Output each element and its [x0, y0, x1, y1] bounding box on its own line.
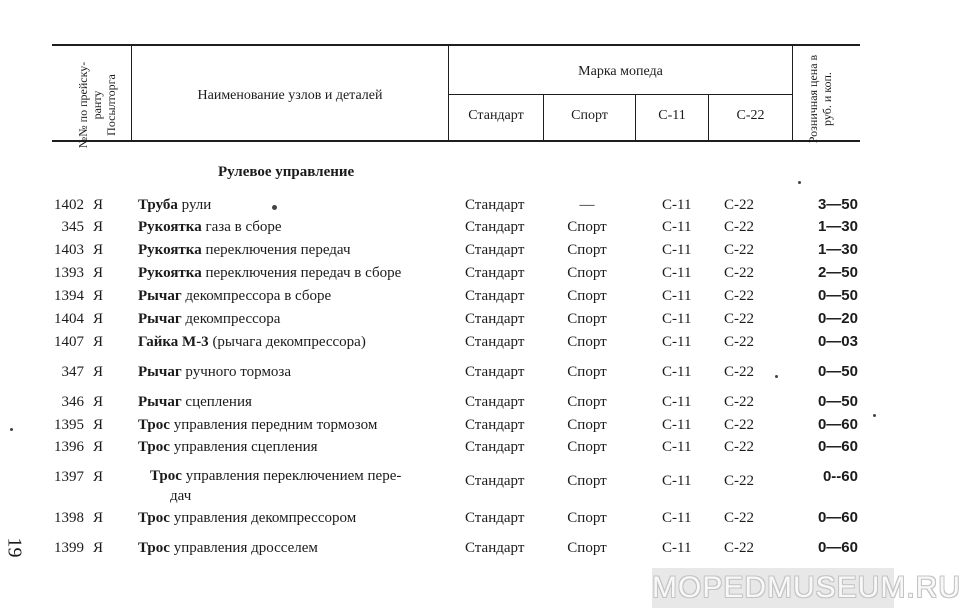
header-brand-standard: Стандарт: [468, 108, 524, 123]
section-title: Рулевое управление: [218, 164, 355, 180]
row-c11: С-11: [662, 334, 692, 350]
row-price: 3—50: [817, 196, 858, 213]
row-name-bold: Трос: [138, 540, 170, 556]
header-bottom-rule: [52, 140, 860, 142]
row-number: 345: [61, 219, 84, 235]
row-c22: С-22: [724, 417, 754, 433]
row-sport: Спорт: [567, 242, 607, 258]
row-code: Я: [93, 540, 104, 556]
row-sport: Спорт: [567, 510, 607, 526]
page-number: 19: [3, 537, 26, 558]
row-c22: С-22: [724, 364, 754, 380]
row-sport: Спорт: [567, 417, 607, 433]
row-name-rest: управления декомпрессором: [169, 510, 357, 526]
row-name-rest: сцепления: [181, 394, 252, 410]
row-sport: Спорт: [567, 439, 607, 455]
row-price: 0--60: [822, 468, 858, 485]
row-name-rest: управления сцепления: [169, 439, 318, 455]
header-col-divider-3: [792, 45, 793, 141]
header-brand-column: Марка мопеда: [578, 64, 663, 79]
row-c11: С-11: [662, 288, 692, 304]
row-name: [138, 361, 291, 383]
row-number: 1404: [54, 311, 84, 327]
row-standard: Стандарт: [465, 473, 525, 489]
row-standard: Стандарт: [465, 394, 525, 410]
row-name-rest: рули: [177, 197, 212, 213]
row-sport: Спорт: [567, 540, 607, 556]
row-c22: С-22: [724, 311, 754, 327]
row-number: 1399: [54, 540, 84, 556]
row-name-rest: управления переключением пере-: [181, 468, 402, 484]
print-speck: [798, 181, 801, 184]
row-name: [150, 466, 455, 506]
row-code: Я: [93, 265, 104, 281]
row-name-rest: газа в сборе: [201, 219, 282, 235]
row-standard: Стандарт: [465, 265, 525, 281]
row-name-rest: управления дросселем: [169, 540, 318, 556]
row-c11: С-11: [662, 265, 692, 281]
row-c11: С-11: [662, 510, 692, 526]
row-c11: С-11: [662, 417, 692, 433]
row-number: 1402: [54, 197, 84, 213]
row-name-bold: Трос: [138, 417, 170, 433]
row-name: [138, 216, 282, 238]
row-standard: Стандарт: [465, 510, 525, 526]
row-c22: С-22: [724, 219, 754, 235]
row-code: Я: [93, 510, 104, 526]
header-number-column: №№ по прейску-ранту Посылторга: [76, 61, 118, 149]
row-sport: Спорт: [567, 311, 607, 327]
row-name: [138, 331, 366, 353]
row-sport: Спорт: [567, 364, 607, 380]
row-name-rest: ручного тормоза: [181, 364, 292, 380]
row-code: Я: [93, 197, 104, 213]
row-c11: С-11: [662, 439, 692, 455]
row-name-rest: декомпрессора: [181, 311, 281, 327]
header-price-column: Розничная цена в руб. и коп.: [806, 54, 834, 144]
row-standard: Стандарт: [465, 197, 525, 213]
row-c11: С-11: [662, 219, 692, 235]
row-name: [138, 414, 377, 436]
row-sport: —: [579, 197, 595, 213]
row-price: 0—60: [817, 539, 858, 556]
row-name-bold: Рычаг: [138, 364, 182, 380]
row-name-rest: переключения передач: [201, 242, 351, 258]
row-c11: С-11: [662, 473, 692, 489]
row-price: 0—60: [817, 416, 858, 433]
row-c22: С-22: [724, 197, 754, 213]
row-standard: Стандарт: [465, 242, 525, 258]
row-name-bold: Рукоятка: [138, 265, 202, 281]
row-sport: Спорт: [567, 334, 607, 350]
row-standard: Стандарт: [465, 364, 525, 380]
row-code: Я: [93, 242, 104, 258]
row-standard: Стандарт: [465, 334, 525, 350]
row-code: Я: [93, 288, 104, 304]
row-name-bold: Труба: [138, 197, 178, 213]
row-number: 1396: [54, 439, 84, 455]
row-c22: С-22: [724, 334, 754, 350]
header-name-column: Наименование узлов и деталей: [197, 88, 383, 103]
header-col-divider-2: [448, 45, 449, 141]
row-name: [138, 285, 331, 307]
row-number: 347: [61, 364, 84, 380]
row-c22: С-22: [724, 265, 754, 281]
header-top-rule: [52, 44, 860, 46]
row-c11: С-11: [662, 364, 692, 380]
row-c22: С-22: [724, 394, 754, 410]
watermark: MOPEDMUSEUM.RU: [652, 568, 894, 608]
row-number: 1395: [54, 417, 84, 433]
row-price: 0—03: [817, 333, 858, 350]
row-name-rest: управления передним тормозом: [169, 417, 378, 433]
row-number: 1403: [54, 242, 84, 258]
row-name-bold: Рукоятка: [138, 242, 202, 258]
row-c11: С-11: [662, 197, 692, 213]
header-brand-c22: С-22: [736, 108, 765, 123]
row-name-bold: Рычаг: [138, 288, 182, 304]
row-price: 2—50: [817, 264, 858, 281]
row-name-bold: Рычаг: [138, 394, 182, 410]
row-standard: Стандарт: [465, 540, 525, 556]
row-name-bold: Рычаг: [138, 311, 182, 327]
print-speck: [272, 205, 277, 210]
row-price: 0—60: [817, 438, 858, 455]
row-name-bold: Рукоятка: [138, 219, 202, 235]
row-name: [138, 391, 252, 413]
print-speck: [873, 414, 876, 417]
row-c22: С-22: [724, 288, 754, 304]
row-c11: С-11: [662, 394, 692, 410]
row-c11: С-11: [662, 242, 692, 258]
header-col-divider-1: [131, 45, 132, 141]
row-number: 1407: [54, 334, 84, 350]
row-number: 1394: [54, 288, 84, 304]
row-name-rest: (рычага декомпрессора): [208, 334, 366, 350]
row-name-continuation: дач: [170, 488, 192, 504]
row-sport: Спорт: [567, 288, 607, 304]
row-name: [138, 308, 280, 330]
row-code: Я: [93, 334, 104, 350]
row-standard: Стандарт: [465, 219, 525, 235]
row-name: [138, 507, 356, 529]
row-price: 0—50: [817, 287, 858, 304]
row-sport: Спорт: [567, 219, 607, 235]
row-name: [138, 537, 318, 559]
row-name: [138, 194, 211, 216]
row-sport: Спорт: [567, 265, 607, 281]
row-name-bold: Гайка М-3: [138, 334, 209, 350]
row-c22: С-22: [724, 510, 754, 526]
row-name: [138, 239, 351, 261]
row-price: 0—20: [817, 310, 858, 327]
row-c22: С-22: [724, 439, 754, 455]
print-speck: [775, 375, 778, 378]
row-name-rest: переключения передач в сборе: [201, 265, 402, 281]
header-brand-sport: Спорт: [571, 108, 608, 123]
row-code: Я: [93, 311, 104, 327]
row-c22: С-22: [724, 242, 754, 258]
row-price: 1—30: [817, 241, 858, 258]
row-code: Я: [93, 469, 104, 485]
row-name-bold: Трос: [138, 510, 170, 526]
row-number: 1397: [54, 469, 84, 485]
row-standard: Стандарт: [465, 288, 525, 304]
row-standard: Стандарт: [465, 311, 525, 327]
row-code: Я: [93, 439, 104, 455]
row-code: Я: [93, 417, 104, 433]
row-name: [138, 436, 318, 458]
brand-underline: [449, 94, 792, 95]
row-c11: С-11: [662, 540, 692, 556]
row-c22: С-22: [724, 473, 754, 489]
row-sport: Спорт: [567, 473, 607, 489]
row-number: 1393: [54, 265, 84, 281]
row-code: Я: [93, 219, 104, 235]
row-name-bold: Трос: [138, 439, 170, 455]
header-brand-c11: С-11: [658, 108, 686, 123]
row-name-bold: Трос: [150, 468, 182, 484]
row-c22: С-22: [724, 540, 754, 556]
row-price: 0—50: [817, 393, 858, 410]
row-c11: С-11: [662, 311, 692, 327]
row-number: 346: [61, 394, 84, 410]
row-code: Я: [93, 394, 104, 410]
row-price: 0—60: [817, 509, 858, 526]
row-number: 1398: [54, 510, 84, 526]
row-price: 1—30: [817, 218, 858, 235]
row-sport: Спорт: [567, 394, 607, 410]
row-standard: Стандарт: [465, 439, 525, 455]
row-code: Я: [93, 364, 104, 380]
row-name: [138, 262, 401, 284]
print-speck: [10, 428, 13, 431]
row-price: 0—50: [817, 363, 858, 380]
row-name-rest: декомпрессора в сборе: [181, 288, 332, 304]
row-standard: Стандарт: [465, 417, 525, 433]
